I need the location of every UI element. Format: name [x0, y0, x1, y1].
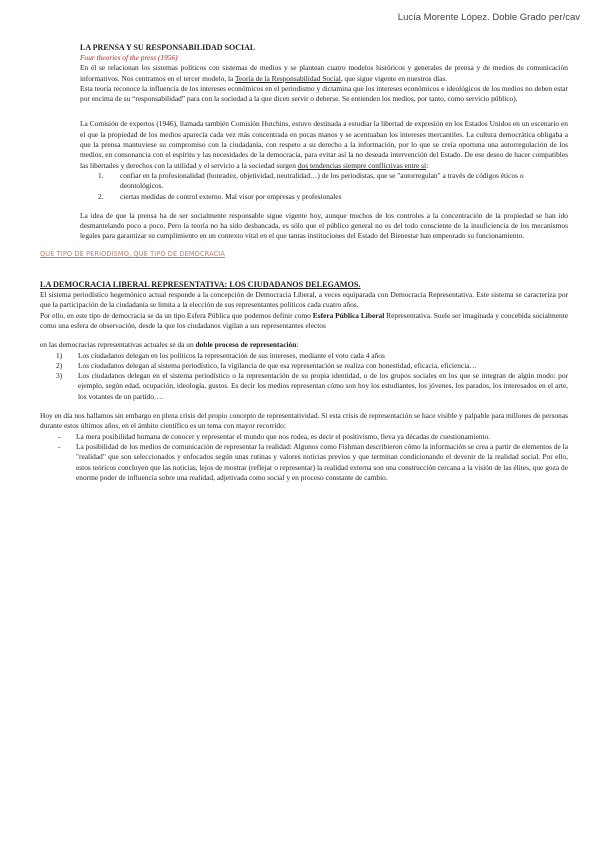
- paragraph-hegemonic: El sistema periodístico hegemónico actual responde a la concepción de Democracia Liberal, a veces equiparada con Democracia Representativa. Este sistema se caracteriza por que la participación de la ciudadanía se limita a la elección de sus representantes políticos cada cuatro años.: [40, 290, 568, 310]
- representation-list: [56, 351, 568, 402]
- paragraph-text: en las democracias representativas actuales se da un: [40, 340, 196, 350]
- paragraph-crisis: Hoy en día nos hallamos sin embargo en plena crisis del propio concepto de representatividad. Si esta crisis de representación se hace visible y palpable para millones de personas durante estos últimos años, en el ámbito científico es un tema con mayor recorrido:: [40, 411, 568, 431]
- list-item: [58, 432, 568, 442]
- paragraph-text: Por ello, en este tipo de democracia se da un tipo Esfera Pública que podemos definir como: [40, 310, 313, 320]
- paragraph-current: La idea de que la prensa ha de ser socialmente responsable sigue vigente hoy, aunque muchos de los controles a la concentración de la propiedad se han ido desmantelando poco a poco. Pero la teoría no ha sido desbancada, es sólo que el público general no es del todo consciente de la insuficiencia de los mecanismos legales para garantizar su cumplimiento en un contexto vital en el que tantas instituciones del Estado del Bienestar han empeorado su funcionamiento.: [80, 210, 568, 241]
- tendencies-underline: dos tendencias siempre conflictivas entre sí: [297, 160, 427, 170]
- paragraph-commission: [80, 119, 568, 170]
- list-number: 2): [56, 360, 63, 370]
- document-body: [40, 42, 568, 483]
- list-text: Los ciudadanos delegan en el sistema periodístico o la representación de su propia identidad, o de los grupos sociales en los que se integran de algún modo: por ejemplo, según edad, ocupación, ideología, gustos. Es decir los medios representan cómo son hoy los estudiantes, los jóvenes, los parados, los interesados en el arte, los votantes de un partido….: [78, 371, 568, 401]
- section-press-responsibility: [80, 42, 568, 242]
- paragraph-theory: Esta teoría reconoce la influencia de los intereses económicos en el periodismo y dictamina que los intereses económicos e ideológicos de los medios no deben estar por encima de su “responsabilidad” para con la sociedad a la que dicen servir o deberse. Se entienden los medios, por tanto, como servicio público).: [80, 83, 568, 104]
- section-title-democracy: LA DEMOCRACIA LIBERAL REPRESENTATIVA: LOS CIUDADANOS DELEGAMOS.: [40, 280, 361, 290]
- paragraph-public-sphere: [40, 311, 568, 332]
- crisis-list: [58, 432, 568, 483]
- tendencies-list: [94, 171, 568, 202]
- list-text: La mera posibilidad humana de conocer y representar el mundo que nos rodea, es decir el positivismo, lleva ya décadas de cuestionamiento.: [76, 431, 491, 441]
- list-item: [94, 171, 568, 192]
- list-item: [58, 442, 568, 483]
- bold-term: Esfera Pública Liberal: [312, 310, 385, 320]
- list-item: [56, 351, 568, 361]
- list-text: Los ciudadanos delegan al sistema periodístico, la vigilancia de que esa representación se realiza con honestidad, eficacia, eficiencia…: [78, 360, 477, 370]
- paragraph-text: La Comisión de expertos (1946), llamada también Comisión Hutchins, estuvo destinada a estudiar la libertad de expresión en los Estados Unidos en un escenario en el que la propiedad de los medios aparecía cada vez más concentrada en pocas manos y se acentuaban los intereses mercantiles. La cultura democrática obligaba a que la prensa mantuviese su compromiso con la ciudadanía, con respeto a su derecho a la información, por lo que se creía oportuna una autorregulación de los medios, en consonancia con el espíritu y las necesidades de la democracia, para evitar así la no deseada intervención del Estado. De ese deseo de hacer compatibles las libertades y derechos con la utilidad y el servicio a la sociedad surgen: [80, 119, 568, 170]
- paragraph-text: :: [426, 160, 429, 170]
- paragraph-text: :: [296, 340, 299, 350]
- list-text: Los ciudadanos delegan en los políticos la representación de sus intereses, mediante el voto cada 4 años: [78, 350, 385, 360]
- list-item: [56, 361, 568, 371]
- list-dash: -: [58, 431, 61, 441]
- list-number: 1): [56, 350, 63, 360]
- theory-link: Teoría de la Responsabilidad Social: [235, 73, 341, 83]
- paragraph-double-process: [40, 340, 568, 350]
- list-dash: -: [58, 441, 61, 451]
- paragraph-text: Representativa. Suele ser imaginada y concebida socialmente como una esfera de observación, desde la que los ciudadanos vigilan a sus representantes electos: [40, 310, 568, 330]
- paragraph-text: En él se relacionan los sistemas políticos con sistemas de medios y se plantean cuatro modelos históricos y generales de prensa y de medios de comunicación informativos. Nos centramos en el tercer modelo, la: [80, 63, 568, 83]
- list-text: La posibilidad de los medios de comunicación de representar la realidad: Algunos como Fishman describieron cómo la información se crea a partir de elementos de la "realidad" que son seleccionados y enfocados según unas rutinas y valores noticias previos y que terminan condicionando el devenir de la realidad social. Por ello, estos teóricos concluyen que las noticias, lejos de mostrar (reflejar o representar) la realidad externa son una construcción cercana a la visión de las élites, que goza de enorme poder de influencia sobre una realidad, adjetivada como social y en proceso constante de cambio.: [76, 441, 568, 482]
- list-text: ciertas medidas de control externo. Mal visor por empresas y profesionales: [120, 191, 342, 201]
- paragraph-text: , que sigue vigente en nuestros días.: [340, 73, 448, 83]
- list-item: [56, 371, 568, 402]
- paragraph-intro: [80, 63, 568, 84]
- list-number: 3): [56, 371, 63, 381]
- section-title: LA PRENSA Y SU RESPONSABILIDAD SOCIAL: [80, 43, 256, 52]
- list-number: 1.: [98, 170, 104, 180]
- document-header: Lucía Morente López. Doble Grado per/cav: [397, 12, 580, 23]
- section-subtitle: Four theories of the press (1956): [80, 53, 178, 62]
- list-number: 2.: [98, 191, 104, 201]
- list-text: confiar en la profesionalidad (honradez, objetividad, neutralidad…) de los periodistas, que se "autorregulan" a través de códigos éticos o deontológicos.: [120, 170, 524, 191]
- section-heading-accent: QUÉ TIPO DE PERIODISMO, QUÉ TIPO DE DEMOCRACIA: [40, 249, 225, 258]
- bold-term: doble proceso de representación: [195, 340, 297, 350]
- list-item: [94, 192, 568, 202]
